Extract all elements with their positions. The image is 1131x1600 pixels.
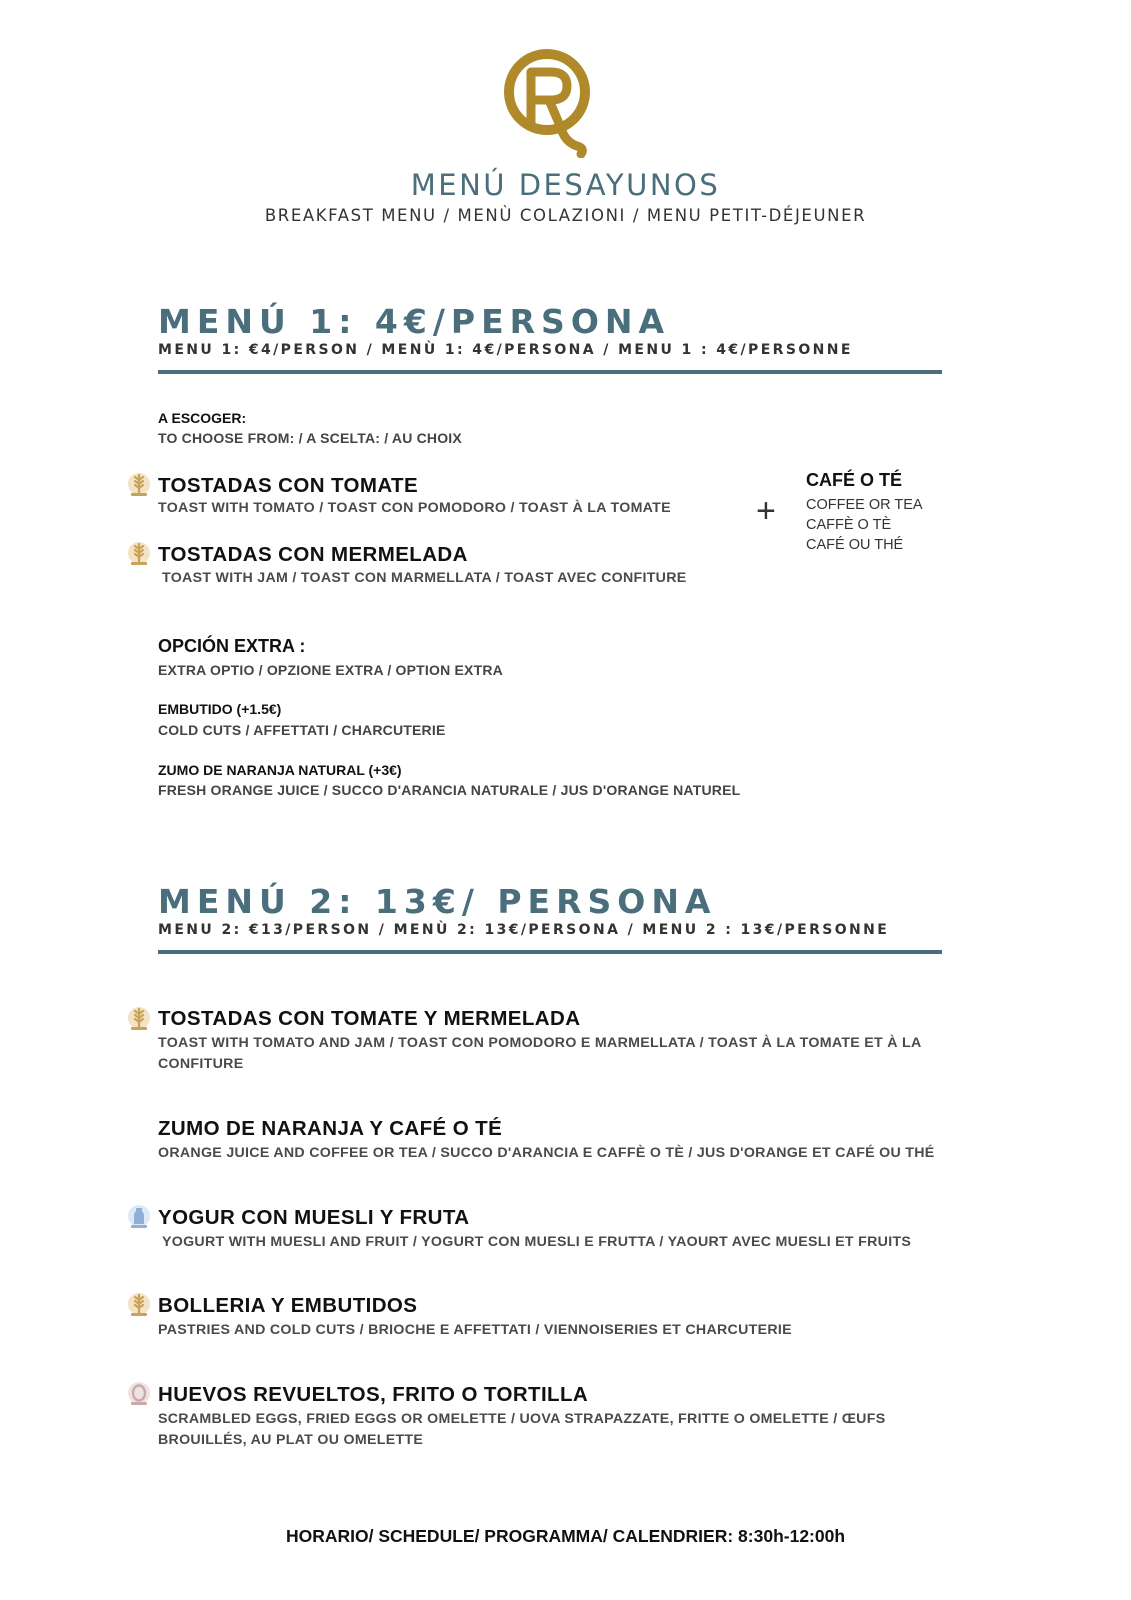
- wheat-icon: [127, 472, 151, 498]
- menu1-title: MENÚ 1: 4€/PERSONA: [158, 302, 671, 341]
- menu2-item-title: HUEVOS REVUELTOS, FRITO O TORTILLA: [158, 1383, 589, 1406]
- menu2-item-sub: YOGURT WITH MUESLI AND FRUIT / YOGURT CON MUESLI E FRUTTA / YAOURT AVEC MUESLI ET FRUITS: [162, 1234, 912, 1250]
- page-subtitle: BREAKFAST MENU / MENÙ COLAZIONI / MENU PETIT-DÉJEUNER: [264, 206, 867, 225]
- drink-line: CAFÉ OU THÉ: [806, 537, 904, 553]
- extra-option-sub: FRESH ORANGE JUICE / SUCCO D'ARANCIA NATURALE / JUS D'ORANGE NATUREL: [158, 782, 741, 798]
- menu1-item-sub: TOAST WITH JAM / TOAST CON MARMELLATA / TOAST AVEC CONFITURE: [162, 570, 687, 586]
- egg-icon: [127, 1381, 151, 1407]
- menu2-item-title: BOLLERIA Y EMBUTIDOS: [158, 1294, 418, 1317]
- schedule: HORARIO/ SCHEDULE/ PROGRAMMA/ CALENDRIER: 8:30h-12:00h: [285, 1526, 846, 1546]
- menu1-item-title: TOSTADAS CON MERMELADA: [158, 543, 468, 566]
- page-title: MENÚ DESAYUNOS: [410, 168, 721, 202]
- drink-title: CAFÉ O TÉ: [806, 470, 903, 490]
- wheat-icon: [127, 541, 151, 567]
- drink-line: COFFEE OR TEA: [806, 497, 923, 513]
- menu2-item-sub: TOAST WITH TOMATO AND JAM / TOAST CON POMODORO E MARMELLATA / TOAST À LA TOMATE ET À LA CONFITURE: [158, 1035, 922, 1072]
- menu2-item-sub: PASTRIES AND COLD CUTS / BRIOCHE E AFFETTATI / VIENNOISERIES ET CHARCUTERIE: [158, 1322, 792, 1338]
- menu1-item-title: TOSTADAS CON TOMATE: [158, 474, 419, 497]
- menu1-divider: [158, 370, 942, 374]
- extra-option-title: ZUMO DE NARANJA NATURAL (+3€): [158, 762, 402, 778]
- choose-label: A ESCOGER:: [158, 410, 247, 426]
- logo: [501, 46, 597, 158]
- extra-option-title: EMBUTIDO (+1.5€): [158, 701, 282, 717]
- wheat-icon: [127, 1006, 151, 1032]
- menu1-item-sub: TOAST WITH TOMATO / TOAST CON POMODORO / TOAST À LA TOMATE: [158, 500, 671, 516]
- menu2-item-title: ZUMO DE NARANJA Y CAFÉ O TÉ: [158, 1117, 503, 1140]
- menu2-item-title: YOGUR CON MUESLI Y FRUTA: [158, 1206, 470, 1229]
- extra-sub: EXTRA OPTIO / OPZIONE EXTRA / OPTION EXTRA: [158, 662, 503, 678]
- menu2-subtitle: MENU 2: €13/PERSON / MENÙ 2: 13€/PERSONA / MENU 2 : 13€/PERSONNE: [158, 922, 890, 938]
- menu2-item-sub: ORANGE JUICE AND COFFEE OR TEA / SUCCO D'ARANCIA E CAFFÈ O TÈ / JUS D'ORANGE ET CAFÉ OU THÉ: [158, 1145, 935, 1161]
- menu1-subtitle: MENU 1: €4/PERSON / MENÙ 1: 4€/PERSONA / MENU 1 : 4€/PERSONNE: [158, 342, 853, 358]
- choose-sub: TO CHOOSE FROM: / A SCELTA: / AU CHOIX: [158, 430, 462, 446]
- wheat-icon: [127, 1292, 151, 1318]
- drink-line: CAFFÈ O TÈ: [806, 517, 892, 533]
- menu2-item-sub: SCRAMBLED EGGS, FRIED EGGS OR OMELETTE / UOVA STRAPAZZATE, FRITTE O OMELETTE / ŒUFS BROUILLÉS, AU PLAT OU OMELETTE: [158, 1411, 886, 1448]
- extra-label: OPCIÓN EXTRA :: [158, 636, 306, 656]
- menu2-item-title: TOSTADAS CON TOMATE Y MERMELADA: [158, 1007, 581, 1030]
- milk-icon: [127, 1204, 151, 1230]
- menu2-title: MENÚ 2: 13€/ PERSONA: [158, 882, 717, 921]
- menu2-divider: [158, 950, 942, 954]
- extra-option-sub: COLD CUTS / AFFETTATI / CHARCUTERIE: [158, 722, 446, 738]
- plus-icon: +: [756, 492, 776, 530]
